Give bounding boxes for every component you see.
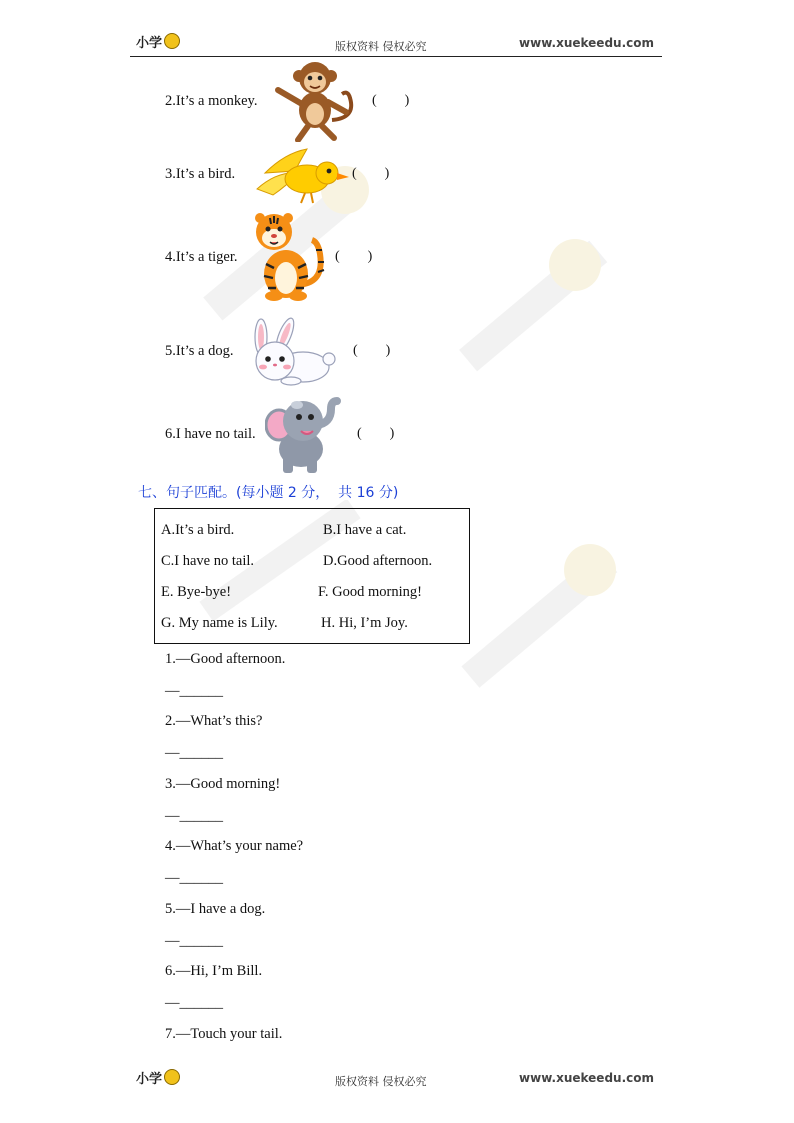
match-answer-2[interactable]: —______ — [165, 745, 223, 761]
question-2-answer-blank[interactable]: ( ) — [372, 93, 410, 108]
match-answer-3[interactable]: —______ — [165, 808, 223, 824]
option-f: F. Good morning! — [318, 584, 422, 600]
option-b: B.I have a cat. — [323, 522, 407, 538]
mascot-icon — [164, 1069, 180, 1085]
monkey-image — [270, 60, 360, 142]
option-c: C.I have no tail. — [161, 553, 255, 569]
rabbit-image — [245, 315, 337, 387]
site-url: www.xuekeedu.com — [519, 1071, 654, 1085]
question-6-answer-blank[interactable]: ( ) — [357, 426, 395, 441]
section-7-title: 七、句子匹配。(每小题 2 分， 共 16 分) — [138, 485, 399, 501]
question-4-answer-blank[interactable]: ( ) — [335, 249, 373, 264]
mascot-icon — [164, 33, 180, 49]
match-question-2: 2.—What’s this? — [165, 713, 263, 729]
match-question-5: 5.—I have a dog. — [165, 901, 266, 917]
question-5-text: 5.It’s a dog. — [165, 343, 234, 359]
match-question-3: 3.—Good morning! — [165, 776, 281, 792]
question-3-text: 3.It’s a bird. — [165, 166, 236, 182]
options-box — [154, 508, 470, 644]
match-question-4: 4.—What’s your name? — [165, 838, 304, 854]
watermark-graphic — [440, 520, 640, 720]
elephant-image — [265, 393, 345, 475]
option-h: H. Hi, I’m Joy. — [321, 615, 408, 631]
site-logo: 小学 — [136, 1068, 180, 1087]
option-d: D.Good afternoon. — [323, 553, 433, 569]
match-answer-1[interactable]: —______ — [165, 683, 223, 699]
option-e: E. Bye-bye! — [161, 584, 232, 600]
site-url: www.xuekeedu.com — [519, 36, 654, 50]
tiger-image — [250, 210, 328, 302]
watermark-graphic — [440, 210, 620, 410]
question-6-text: 6.I have no tail. — [165, 426, 256, 442]
site-logo: 小学 — [136, 32, 180, 51]
option-a: A.It’s a bird. — [161, 522, 235, 538]
match-answer-5[interactable]: —______ — [165, 933, 223, 949]
match-question-1: 1.—Good afternoon. — [165, 651, 286, 667]
option-g: G. My name is Lily. — [161, 615, 278, 631]
copyright-notice: 版权资料 侵权必究 — [335, 40, 427, 53]
match-question-7: 7.—Touch your tail. — [165, 1026, 283, 1042]
page-header — [130, 0, 662, 57]
match-answer-4[interactable]: —______ — [165, 870, 223, 886]
page-footer — [130, 1062, 662, 1092]
match-answer-6[interactable]: —______ — [165, 995, 223, 1011]
match-question-6: 6.—Hi, I’m Bill. — [165, 963, 263, 979]
question-2-text: 2.It’s a monkey. — [165, 93, 258, 109]
bird-image — [255, 143, 351, 205]
question-5-answer-blank[interactable]: ( ) — [353, 343, 391, 358]
question-4-text: 4.It’s a tiger. — [165, 249, 238, 265]
question-3-answer-blank[interactable]: ( ) — [352, 166, 390, 181]
copyright-notice: 版权资料 侵权必究 — [335, 1075, 427, 1088]
